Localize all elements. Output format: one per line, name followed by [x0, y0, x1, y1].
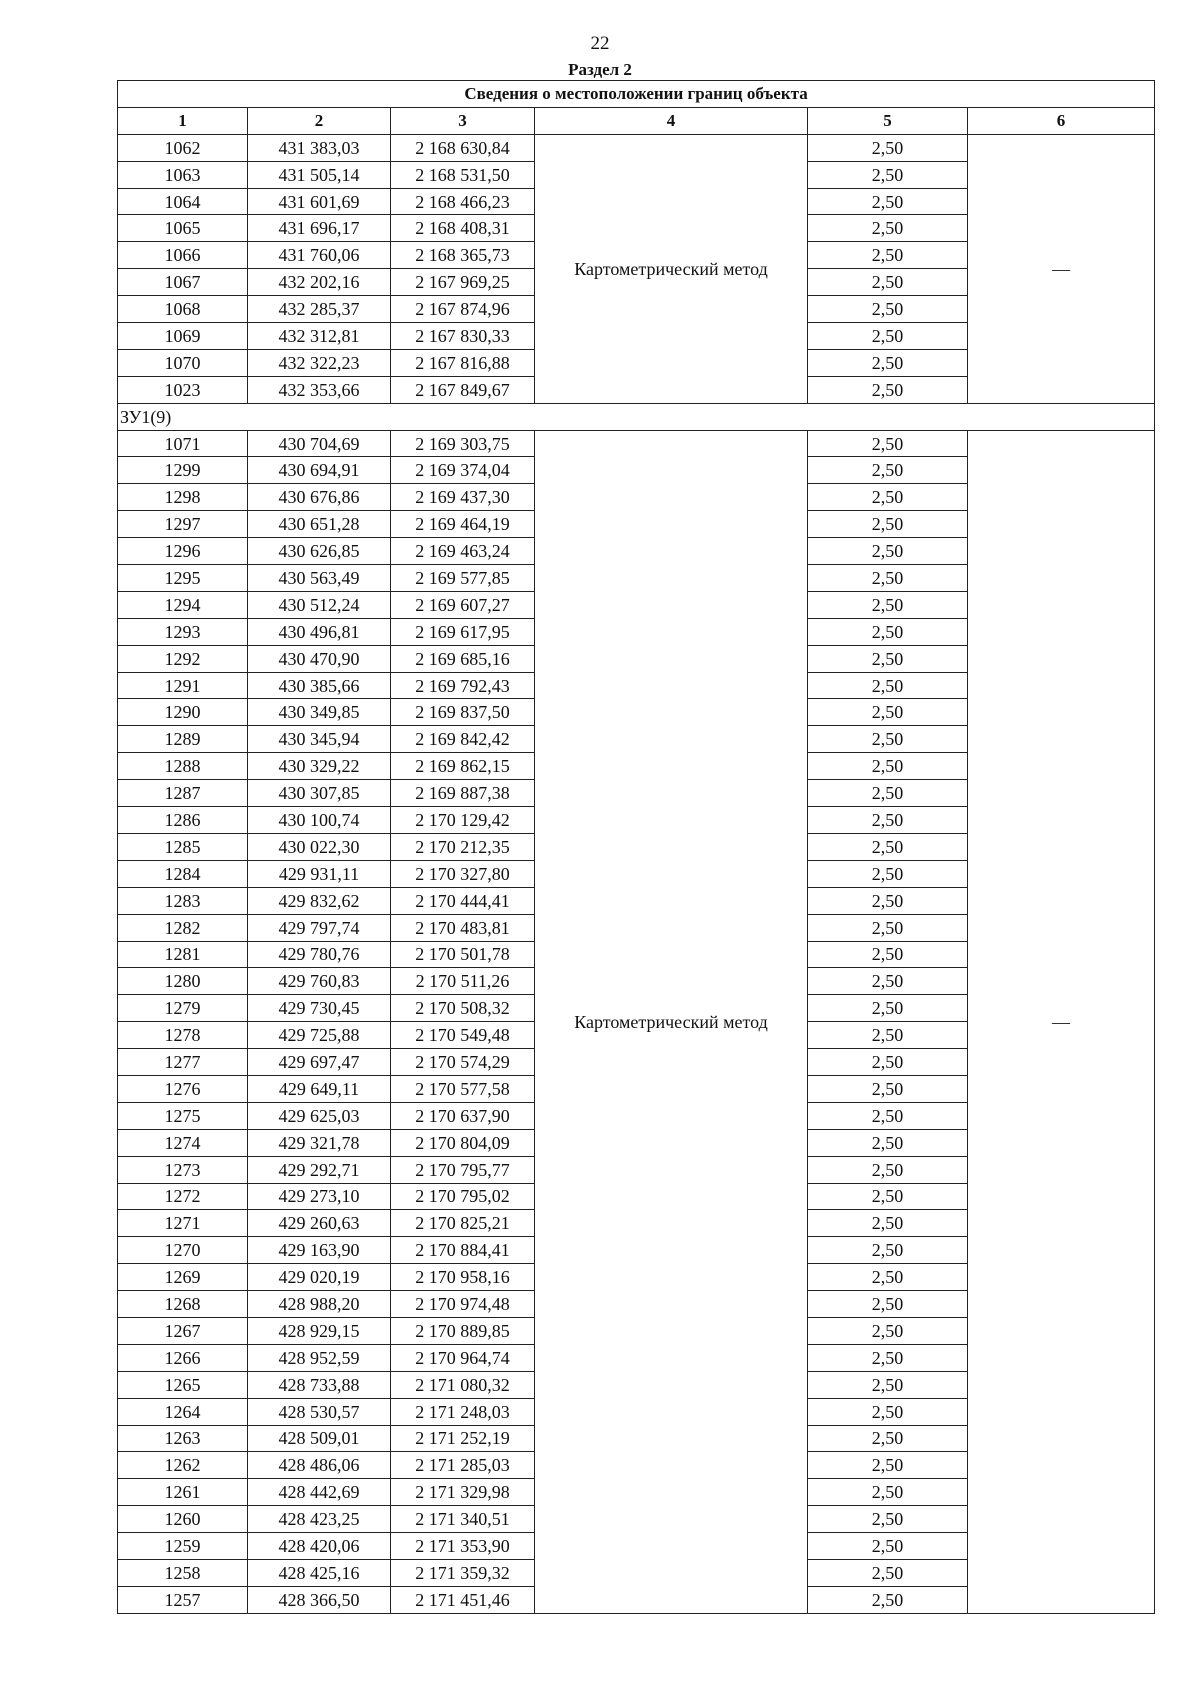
point-number: 1291: [118, 672, 248, 699]
x-coordinate: 429 649,11: [248, 1075, 391, 1102]
point-number: 1063: [118, 161, 248, 188]
column-header: 2: [248, 107, 391, 134]
x-coordinate: 428 929,15: [248, 1317, 391, 1344]
y-coordinate: 2 169 842,42: [391, 726, 535, 753]
accuracy-value: 2,50: [808, 1559, 968, 1586]
point-number: 1282: [118, 914, 248, 941]
point-number: 1297: [118, 511, 248, 538]
point-number: 1071: [118, 430, 248, 457]
x-coordinate: 428 486,06: [248, 1452, 391, 1479]
accuracy-value: 2,50: [808, 1398, 968, 1425]
accuracy-value: 2,50: [808, 457, 968, 484]
point-number: 1065: [118, 215, 248, 242]
y-coordinate: 2 171 340,51: [391, 1506, 535, 1533]
accuracy-value: 2,50: [808, 1049, 968, 1076]
point-number: 1287: [118, 780, 248, 807]
y-coordinate: 2 167 830,33: [391, 323, 535, 350]
column-header: 6: [968, 107, 1155, 134]
y-coordinate: 2 170 129,42: [391, 807, 535, 834]
x-coordinate: 431 505,14: [248, 161, 391, 188]
x-coordinate: 430 704,69: [248, 430, 391, 457]
point-number: 1023: [118, 376, 248, 403]
x-coordinate: 429 260,63: [248, 1210, 391, 1237]
x-coordinate: 432 285,37: [248, 296, 391, 323]
y-coordinate: 2 169 437,30: [391, 484, 535, 511]
accuracy-value: 2,50: [808, 860, 968, 887]
x-coordinate: 430 022,30: [248, 833, 391, 860]
y-coordinate: 2 169 792,43: [391, 672, 535, 699]
section-title: Раздел 2: [568, 60, 632, 79]
point-number: 1286: [118, 807, 248, 834]
x-coordinate: 430 496,81: [248, 618, 391, 645]
point-number: 1276: [118, 1075, 248, 1102]
point-number: 1281: [118, 941, 248, 968]
x-coordinate: 429 780,76: [248, 941, 391, 968]
x-coordinate: 432 312,81: [248, 323, 391, 350]
table-caption: Сведения о местоположении границ объекта: [118, 81, 1155, 108]
point-number: 1294: [118, 591, 248, 618]
x-coordinate: 432 353,66: [248, 376, 391, 403]
x-coordinate: 430 512,24: [248, 591, 391, 618]
x-coordinate: 430 345,94: [248, 726, 391, 753]
y-coordinate: 2 170 501,78: [391, 941, 535, 968]
y-coordinate: 2 171 252,19: [391, 1425, 535, 1452]
point-number: 1261: [118, 1479, 248, 1506]
x-coordinate: 428 733,88: [248, 1371, 391, 1398]
group-row: [118, 403, 1155, 430]
x-coordinate: 429 725,88: [248, 1022, 391, 1049]
point-number: 1288: [118, 753, 248, 780]
x-coordinate: 431 760,06: [248, 242, 391, 269]
accuracy-value: 2,50: [808, 1371, 968, 1398]
page-number: 22: [590, 33, 610, 54]
point-number: 1298: [118, 484, 248, 511]
x-coordinate: 429 797,74: [248, 914, 391, 941]
accuracy-value: 2,50: [808, 323, 968, 350]
point-number: 1268: [118, 1291, 248, 1318]
accuracy-value: 2,50: [808, 753, 968, 780]
point-number: 1284: [118, 860, 248, 887]
x-coordinate: 430 349,85: [248, 699, 391, 726]
x-coordinate: 428 952,59: [248, 1344, 391, 1371]
x-coordinate: 430 307,85: [248, 780, 391, 807]
point-number: 1274: [118, 1129, 248, 1156]
y-coordinate: 2 170 964,74: [391, 1344, 535, 1371]
accuracy-value: 2,50: [808, 833, 968, 860]
column-header: 3: [391, 107, 535, 134]
x-coordinate: 429 292,71: [248, 1156, 391, 1183]
point-number: 1271: [118, 1210, 248, 1237]
point-number: 1277: [118, 1049, 248, 1076]
x-coordinate: 428 366,50: [248, 1586, 391, 1613]
x-coordinate: 430 563,49: [248, 565, 391, 592]
y-coordinate: 2 169 464,19: [391, 511, 535, 538]
accuracy-value: 2,50: [808, 1317, 968, 1344]
point-number: 1067: [118, 269, 248, 296]
point-number: 1068: [118, 296, 248, 323]
y-coordinate: 2 171 329,98: [391, 1479, 535, 1506]
y-coordinate: 2 169 607,27: [391, 591, 535, 618]
column-header-row: [118, 107, 1155, 134]
accuracy-value: 2,50: [808, 296, 968, 323]
y-coordinate: 2 170 511,26: [391, 968, 535, 995]
accuracy-value: 2,50: [808, 188, 968, 215]
accuracy-value: 2,50: [808, 995, 968, 1022]
point-number: 1263: [118, 1425, 248, 1452]
accuracy-value: 2,50: [808, 376, 968, 403]
accuracy-value: 2,50: [808, 1506, 968, 1533]
y-coordinate: 2 169 685,16: [391, 645, 535, 672]
accuracy-value: 2,50: [808, 1479, 968, 1506]
table-row: [118, 134, 1155, 161]
x-coordinate: 430 329,22: [248, 753, 391, 780]
accuracy-value: 2,50: [808, 1533, 968, 1560]
y-coordinate: 2 167 969,25: [391, 269, 535, 296]
y-coordinate: 2 170 577,58: [391, 1075, 535, 1102]
point-number: 1275: [118, 1102, 248, 1129]
accuracy-value: 2,50: [808, 161, 968, 188]
accuracy-value: 2,50: [808, 1291, 968, 1318]
accuracy-value: 2,50: [808, 1129, 968, 1156]
x-coordinate: 432 322,23: [248, 349, 391, 376]
accuracy-value: 2,50: [808, 591, 968, 618]
column-6-dash: —: [968, 134, 1155, 403]
accuracy-value: 2,50: [808, 807, 968, 834]
point-number: 1283: [118, 887, 248, 914]
x-coordinate: 428 442,69: [248, 1479, 391, 1506]
point-number: 1272: [118, 1183, 248, 1210]
y-coordinate: 2 170 327,80: [391, 860, 535, 887]
point-number: 1292: [118, 645, 248, 672]
point-number: 1293: [118, 618, 248, 645]
point-number: 1069: [118, 323, 248, 350]
y-coordinate: 2 170 884,41: [391, 1237, 535, 1264]
x-coordinate: 430 470,90: [248, 645, 391, 672]
x-coordinate: 429 730,45: [248, 995, 391, 1022]
x-coordinate: 429 832,62: [248, 887, 391, 914]
x-coordinate: 428 425,16: [248, 1559, 391, 1586]
accuracy-value: 2,50: [808, 430, 968, 457]
y-coordinate: 2 169 862,15: [391, 753, 535, 780]
y-coordinate: 2 171 080,32: [391, 1371, 535, 1398]
point-number: 1269: [118, 1264, 248, 1291]
y-coordinate: 2 170 212,35: [391, 833, 535, 860]
y-coordinate: 2 171 451,46: [391, 1586, 535, 1613]
y-coordinate: 2 169 577,85: [391, 565, 535, 592]
y-coordinate: 2 168 630,84: [391, 134, 535, 161]
y-coordinate: 2 171 248,03: [391, 1398, 535, 1425]
y-coordinate: 2 170 958,16: [391, 1264, 535, 1291]
table-row: [118, 430, 1155, 457]
point-number: 1285: [118, 833, 248, 860]
y-coordinate: 2 167 849,67: [391, 376, 535, 403]
accuracy-value: 2,50: [808, 1586, 968, 1613]
accuracy-value: 2,50: [808, 565, 968, 592]
y-coordinate: 2 171 353,90: [391, 1533, 535, 1560]
accuracy-value: 2,50: [808, 484, 968, 511]
x-coordinate: 429 697,47: [248, 1049, 391, 1076]
x-coordinate: 430 626,85: [248, 538, 391, 565]
x-coordinate: 430 694,91: [248, 457, 391, 484]
x-coordinate: 428 423,25: [248, 1506, 391, 1533]
y-coordinate: 2 168 365,73: [391, 242, 535, 269]
accuracy-value: 2,50: [808, 618, 968, 645]
point-number: 1279: [118, 995, 248, 1022]
accuracy-value: 2,50: [808, 134, 968, 161]
x-coordinate: 429 931,11: [248, 860, 391, 887]
y-coordinate: 2 170 508,32: [391, 995, 535, 1022]
y-coordinate: 2 169 303,75: [391, 430, 535, 457]
accuracy-value: 2,50: [808, 215, 968, 242]
point-number: 1266: [118, 1344, 248, 1371]
point-number: 1066: [118, 242, 248, 269]
y-coordinate: 2 170 804,09: [391, 1129, 535, 1156]
accuracy-value: 2,50: [808, 1452, 968, 1479]
point-number: 1278: [118, 1022, 248, 1049]
accuracy-value: 2,50: [808, 968, 968, 995]
x-coordinate: 428 530,57: [248, 1398, 391, 1425]
column-header: 1: [118, 107, 248, 134]
accuracy-value: 2,50: [808, 511, 968, 538]
y-coordinate: 2 169 887,38: [391, 780, 535, 807]
y-coordinate: 2 168 531,50: [391, 161, 535, 188]
point-number: 1064: [118, 188, 248, 215]
y-coordinate: 2 170 825,21: [391, 1210, 535, 1237]
column-header: 5: [808, 107, 968, 134]
point-number: 1299: [118, 457, 248, 484]
y-coordinate: 2 170 795,02: [391, 1183, 535, 1210]
y-coordinate: 2 167 816,88: [391, 349, 535, 376]
accuracy-value: 2,50: [808, 1264, 968, 1291]
x-coordinate: 429 321,78: [248, 1129, 391, 1156]
x-coordinate: 428 420,06: [248, 1533, 391, 1560]
y-coordinate: 2 169 617,95: [391, 618, 535, 645]
y-coordinate: 2 168 466,23: [391, 188, 535, 215]
accuracy-value: 2,50: [808, 242, 968, 269]
x-coordinate: 428 509,01: [248, 1425, 391, 1452]
y-coordinate: 2 168 408,31: [391, 215, 535, 242]
y-coordinate: 2 170 637,90: [391, 1102, 535, 1129]
point-number: 1296: [118, 538, 248, 565]
x-coordinate: 431 383,03: [248, 134, 391, 161]
point-number: 1290: [118, 699, 248, 726]
x-coordinate: 432 202,16: [248, 269, 391, 296]
accuracy-value: 2,50: [808, 780, 968, 807]
accuracy-value: 2,50: [808, 1075, 968, 1102]
accuracy-value: 2,50: [808, 941, 968, 968]
column-header: 4: [535, 107, 808, 134]
accuracy-value: 2,50: [808, 672, 968, 699]
x-coordinate: 430 385,66: [248, 672, 391, 699]
accuracy-value: 2,50: [808, 887, 968, 914]
x-coordinate: 430 100,74: [248, 807, 391, 834]
column-6-dash: —: [968, 430, 1155, 1613]
group-label: ЗУ1(9): [118, 403, 1155, 430]
x-coordinate: 429 625,03: [248, 1102, 391, 1129]
x-coordinate: 431 696,17: [248, 215, 391, 242]
x-coordinate: 428 988,20: [248, 1291, 391, 1318]
y-coordinate: 2 170 889,85: [391, 1317, 535, 1344]
y-coordinate: 2 170 574,29: [391, 1049, 535, 1076]
point-number: 1289: [118, 726, 248, 753]
accuracy-value: 2,50: [808, 1156, 968, 1183]
method-cell: Картометрический метод: [535, 134, 808, 403]
point-number: 1273: [118, 1156, 248, 1183]
point-number: 1259: [118, 1533, 248, 1560]
point-number: 1267: [118, 1317, 248, 1344]
y-coordinate: 2 169 374,04: [391, 457, 535, 484]
accuracy-value: 2,50: [808, 1425, 968, 1452]
point-number: 1265: [118, 1371, 248, 1398]
point-number: 1258: [118, 1559, 248, 1586]
accuracy-value: 2,50: [808, 699, 968, 726]
accuracy-value: 2,50: [808, 1183, 968, 1210]
y-coordinate: 2 169 837,50: [391, 699, 535, 726]
accuracy-value: 2,50: [808, 1344, 968, 1371]
y-coordinate: 2 170 549,48: [391, 1022, 535, 1049]
accuracy-value: 2,50: [808, 1210, 968, 1237]
y-coordinate: 2 170 483,81: [391, 914, 535, 941]
x-coordinate: 431 601,69: [248, 188, 391, 215]
accuracy-value: 2,50: [808, 1102, 968, 1129]
point-number: 1262: [118, 1452, 248, 1479]
x-coordinate: 429 273,10: [248, 1183, 391, 1210]
accuracy-value: 2,50: [808, 645, 968, 672]
accuracy-value: 2,50: [808, 1237, 968, 1264]
y-coordinate: 2 170 795,77: [391, 1156, 535, 1183]
point-number: 1295: [118, 565, 248, 592]
accuracy-value: 2,50: [808, 349, 968, 376]
coordinates-table: [117, 80, 1155, 1614]
y-coordinate: 2 170 444,41: [391, 887, 535, 914]
x-coordinate: 429 760,83: [248, 968, 391, 995]
point-number: 1070: [118, 349, 248, 376]
x-coordinate: 429 163,90: [248, 1237, 391, 1264]
y-coordinate: 2 171 285,03: [391, 1452, 535, 1479]
point-number: 1257: [118, 1586, 248, 1613]
point-number: 1280: [118, 968, 248, 995]
accuracy-value: 2,50: [808, 726, 968, 753]
accuracy-value: 2,50: [808, 1022, 968, 1049]
accuracy-value: 2,50: [808, 269, 968, 296]
y-coordinate: 2 169 463,24: [391, 538, 535, 565]
method-cell: Картометрический метод: [535, 430, 808, 1613]
point-number: 1062: [118, 134, 248, 161]
y-coordinate: 2 167 874,96: [391, 296, 535, 323]
point-number: 1270: [118, 1237, 248, 1264]
accuracy-value: 2,50: [808, 538, 968, 565]
x-coordinate: 429 020,19: [248, 1264, 391, 1291]
x-coordinate: 430 676,86: [248, 484, 391, 511]
point-number: 1260: [118, 1506, 248, 1533]
y-coordinate: 2 170 974,48: [391, 1291, 535, 1318]
y-coordinate: 2 171 359,32: [391, 1559, 535, 1586]
accuracy-value: 2,50: [808, 914, 968, 941]
point-number: 1264: [118, 1398, 248, 1425]
x-coordinate: 430 651,28: [248, 511, 391, 538]
